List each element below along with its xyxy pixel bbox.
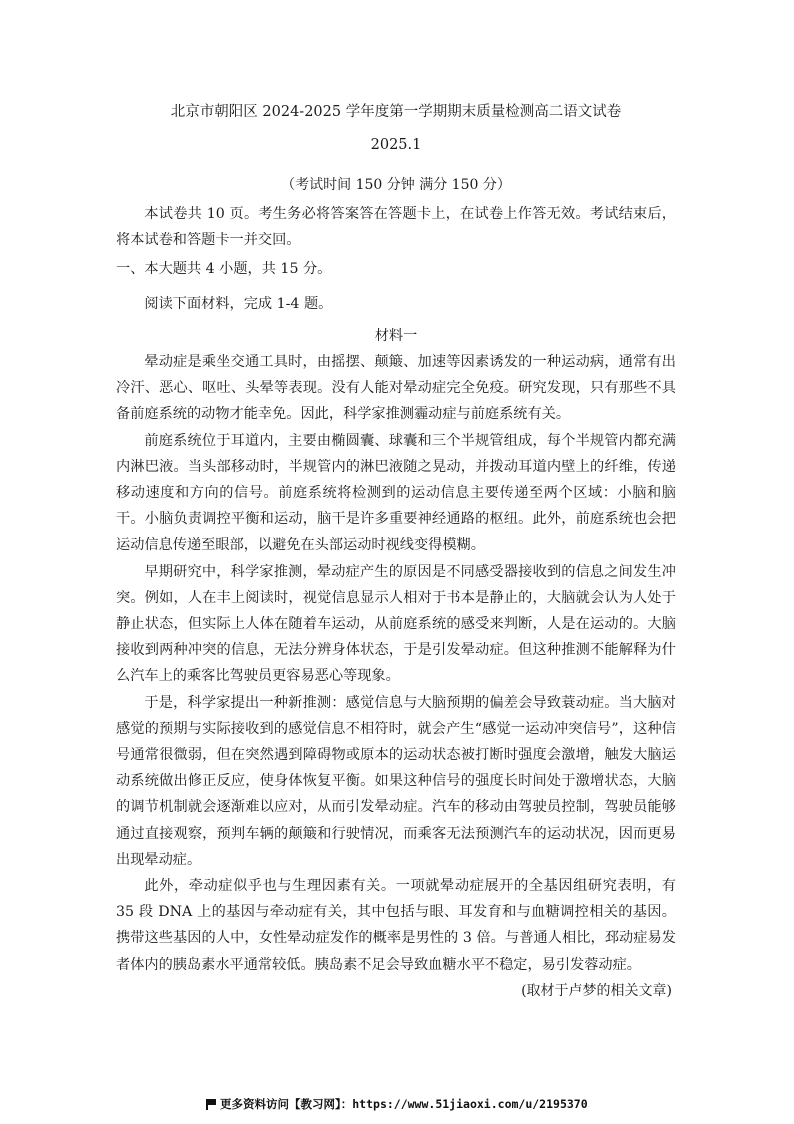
exam-info: （考试时间 150 分钟 满分 150 分）	[281, 177, 511, 193]
footer-text: 更多资料访问【教习网】：https://www.51jiaoxi.com/u/2195370	[220, 1097, 588, 1111]
reading-prompt: 阅读下面材料，完成 1-4 题。	[144, 295, 333, 312]
exam-date: 2025.1	[370, 137, 422, 153]
material-paragraph-1: 晕动症是乘坐交通工具时，由摇摆、颠簸、加速等因素诱发的一种运动病，通常有出冷汗、恶心、呕吐、头晕等表现。没有人能对晕动症完全免疫。研究发现，只有那些不具备前庭系统的动物才能幸免。因此，科学家推测霾动症与前庭系统有关。	[116, 354, 676, 423]
material-paragraph-4: 于是，科学家提出一种新推测：感觉信息与大脑预期的偏差会导致蓑动症。当大脑对感觉的预期与实际接收到的感觉信息不相符时，就会产生“感觉一运动冲突信号”，这种信号通常很微弱，但在突然遇到障碍物或原本的运动状态被打断时强度会激增，触发大脑运动系统做出修正反应，使身体恢复平衡。如果这种信号的强度长时间处于激增状态，大脑的调节机制就会逐渐难以应对，从而引发晕动症。汽车的移动由驾驶员控制，驾驶员能够通过直接观察，预判车辆的颠簸和行驶情况，而乘客无法预测汽车的运动状况，因而更易出现晕动症。	[116, 694, 676, 868]
instructions: 本试卷共 10 页。考生务必将答案答在答题卡上，在试卷上作答无效。考试结束后，将本试卷和答题卡一并交回。	[116, 206, 676, 249]
material-paragraph-5: 此外，牵动症似乎也与生理因素有关。一项就晕动症展开的全基因组研究表明，有 35 段 DNA 上的基因与牵动症有关，其中包括与眼、耳发育和与血糖调控相关的基因。携带这些基因的人中，女性晕动症发作的概率是男性的 3 倍。与普通人相比，邳动症易发者体内的胰岛素水平通常较低。胰岛素不足会导致血糖水平不稳定，易引发蓉动症。	[116, 878, 676, 973]
footer-link[interactable]	[206, 1096, 588, 1112]
flag-icon	[206, 1099, 216, 1110]
material-title: 材料一	[374, 327, 418, 344]
exam-page	[116, 100, 676, 1004]
exam-title: 北京市朝阳区 2024-2025 学年度第一学期期末质量检测高二语文试卷	[170, 104, 622, 120]
source-citation: (取材于卢梦的相关文章)	[521, 982, 672, 999]
material-paragraph-3: 早期研究中，科学家推测，晕动症产生的原因是不同感受器接收到的信息之间发生冲突。例如，人在丰上阅读时，视觉信息显示人相对于书本是静止的，大脑就会认为人处于静止状态，但实际上人体在随着车运动，从前庭系统的感受来判断，人是在运动的。大脑接收到两种冲突的信息，无法分辨身体状态，于是引发晕动症。但这种推测不能解释为什么汽车上的乘客比驾驶员更容易恶心等现象。	[116, 563, 676, 685]
material-paragraph-2: 前庭系统位于耳道内，主要由椭圆囊、球囊和三个半规管组成，每个半规管内都充满内淋巴液。当头部移动时，半规管内的淋巴液随之晃动，并拨动耳道内壁上的纤维，传递移动速度和方向的信号。前庭系统将检测到的运动信息主要传递至两个区域：小脑和脑干。小脑负责调控平衡和运动，脑干是许多重要神经通路的枢纽。此外，前庭系统也会把运动信息传递至眼部，以避免在头部运动时视线变得模糊。	[116, 432, 676, 554]
section-heading: 一、本大题共 4 小题，共 15 分。	[116, 261, 332, 278]
